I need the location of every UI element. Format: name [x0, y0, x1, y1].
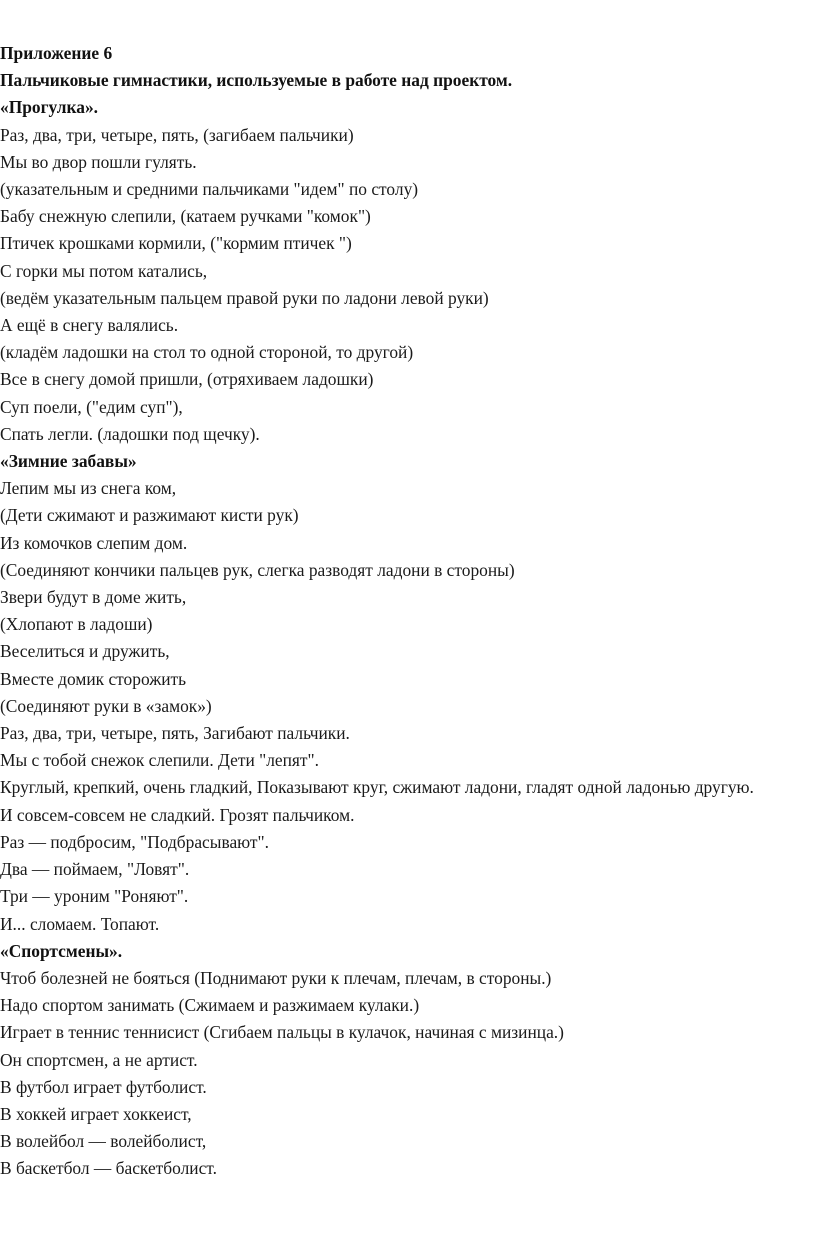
text-line: Раз — подбросим, "Подбрасывают". — [0, 831, 269, 852]
text-line: Из комочков слепим дом. — [0, 532, 188, 553]
text-line: Веселиться и дружить, — [0, 641, 170, 662]
text-line-wrapped: Круглый, крепкий, очень гладкий, Показывают круг, сжимают ладони, гладят одной ладонью другую. — [0, 777, 754, 798]
text-line: С горки мы потом катались, — [0, 260, 208, 281]
text-line: Звери будут в доме жить, — [0, 587, 187, 608]
text-line: (ведём указательным пальцем правой руки по ладони левой руки) — [0, 287, 489, 308]
text-line: Раз, два, три, четыре, пять, (загибаем пальчики) — [0, 124, 354, 145]
text-line: Мы с тобой снежок слепили. Дети "лепят". — [0, 750, 319, 771]
text-line: Птичек крошками кормили, ("кормим птичек ") — [0, 233, 352, 254]
text-line: И... сломаем. Топают. — [0, 913, 160, 934]
text-line: В хоккей играет хоккеист, — [0, 1103, 192, 1124]
text-line: (Соединяют кончики пальцев рук, слегка разводят ладони в стороны) — [0, 559, 515, 580]
text-line: В футбол играет футболист. — [0, 1076, 207, 1097]
text-line: Играет в теннис теннисист (Сгибаем пальцы в кулачок, начиная с мизинца.) — [0, 1022, 564, 1043]
text-line: Он спортсмен, а не артист. — [0, 1049, 198, 1070]
text-line: (кладём ладошки на стол то одной стороной, то другой) — [0, 342, 414, 363]
text-line: И совсем-совсем не сладкий. Грозят пальчиком. — [0, 804, 355, 825]
section-title-progulka: «Прогулка». — [0, 97, 99, 118]
text-line: (указательным и средними пальчиками "идем" по столу) — [0, 179, 419, 200]
section-title-sportsmeny: «Спортсмены». — [0, 940, 123, 961]
document-heading: Пальчиковые гимнастики, используемые в работе над проектом. — [0, 70, 513, 91]
text-line: Лепим мы из снега ком, — [0, 478, 177, 499]
text-line: Все в снегу домой пришли, (отряхиваем ладошки) — [0, 369, 374, 390]
text-line: Три — уроним "Роняют". — [0, 886, 189, 907]
text-line: Спать легли. (ладошки под щечку). — [0, 423, 260, 444]
text-line: (Соединяют руки в «замок») — [0, 695, 212, 716]
text-line: Вместе домик сторожить — [0, 668, 187, 689]
text-line: Суп поели, ("едим суп"), — [0, 396, 183, 417]
text-line: Мы во двор пошли гулять. — [0, 151, 197, 172]
text-line: (Хлопают в ладоши) — [0, 614, 153, 635]
text-line: Надо спортом занимать (Сжимаем и разжимаем кулаки.) — [0, 995, 420, 1016]
text-line: (Дети сжимают и разжимают кисти рук) — [0, 505, 299, 526]
text-line: Раз, два, три, четыре, пять, Загибают пальчики. — [0, 723, 350, 744]
text-line: В волейбол — волейболист, — [0, 1131, 207, 1152]
section-title-zimnie-zabavy: «Зимние забавы» — [0, 451, 137, 472]
text-line: В баскетбол — баскетболист. — [0, 1158, 217, 1179]
text-line: Бабу снежную слепили, (катаем ручками "комок") — [0, 206, 371, 227]
appendix-label: Приложение 6 — [0, 43, 113, 63]
text-line: А ещё в снегу валялись. — [0, 315, 179, 336]
text-line: Чтоб болезней не бояться (Поднимают руки к плечам, плечам, в стороны.) — [0, 967, 552, 988]
text-line: Два — поймаем, "Ловят". — [0, 859, 190, 880]
